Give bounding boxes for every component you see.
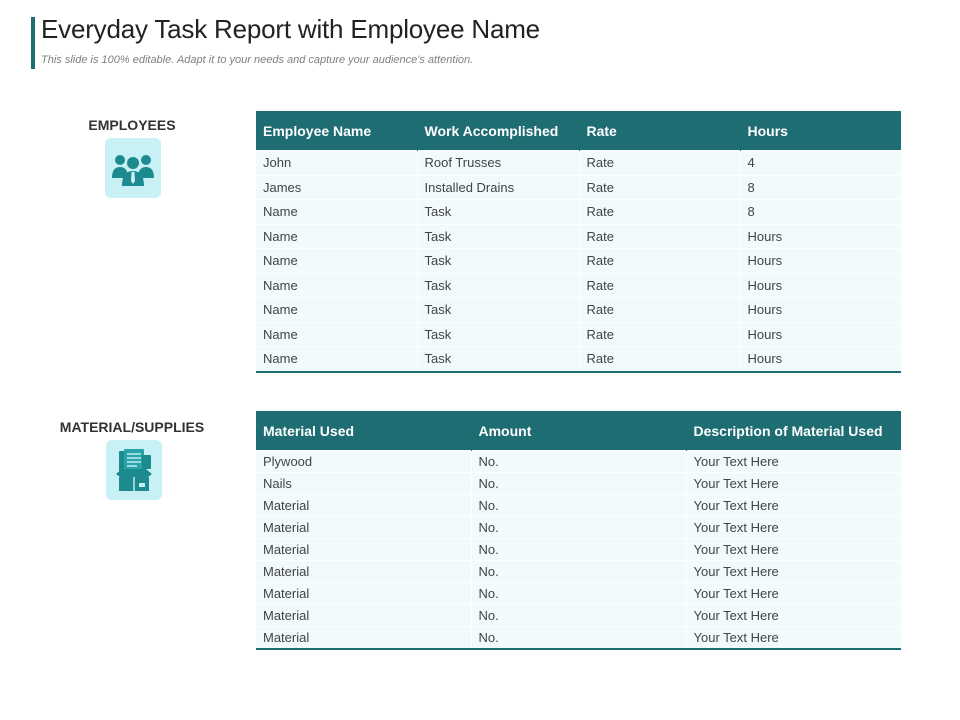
table-row bbox=[256, 151, 901, 176]
amount-cell: No. bbox=[471, 627, 686, 650]
rate-cell: Rate bbox=[579, 175, 740, 200]
material-table bbox=[256, 411, 901, 650]
materials-section-label: MATERIAL/SUPPLIES bbox=[59, 419, 205, 435]
employee-name-cell: Name bbox=[256, 224, 417, 249]
table-row bbox=[256, 539, 901, 561]
column-header-amount: Amount bbox=[471, 411, 686, 451]
material-cell: Material bbox=[256, 627, 471, 650]
employee-name-cell: Name bbox=[256, 273, 417, 298]
rate-cell: Rate bbox=[579, 298, 740, 323]
page-title: Everyday Task Report with Employee Name bbox=[41, 14, 540, 44]
material-cell: Plywood bbox=[256, 451, 471, 473]
work-accomplished-cell: Roof Trusses bbox=[417, 151, 579, 176]
description-cell: Your Text Here bbox=[686, 583, 901, 605]
employee-name-cell: James bbox=[256, 175, 417, 200]
table-row bbox=[256, 224, 901, 249]
work-accomplished-cell: Task bbox=[417, 249, 579, 274]
column-header-rate: Rate bbox=[579, 111, 740, 151]
table-row bbox=[256, 473, 901, 495]
hours-cell: 8 bbox=[740, 200, 901, 225]
work-accomplished-cell: Task bbox=[417, 347, 579, 372]
material-table-header bbox=[256, 411, 901, 451]
material-cell: Material bbox=[256, 517, 471, 539]
description-cell: Your Text Here bbox=[686, 561, 901, 583]
table-row bbox=[256, 605, 901, 627]
description-cell: Your Text Here bbox=[686, 495, 901, 517]
employee-name-cell: John bbox=[256, 151, 417, 176]
employee-name-cell: Name bbox=[256, 249, 417, 274]
material-cell: Material bbox=[256, 495, 471, 517]
table-row bbox=[256, 249, 901, 274]
rate-cell: Rate bbox=[579, 224, 740, 249]
work-accomplished-cell: Task bbox=[417, 273, 579, 298]
table-row bbox=[256, 175, 901, 200]
people-icon bbox=[105, 138, 161, 198]
table-row bbox=[256, 200, 901, 225]
table-row bbox=[256, 451, 901, 473]
amount-cell: No. bbox=[471, 451, 686, 473]
material-cell: Material bbox=[256, 539, 471, 561]
hours-cell: Hours bbox=[740, 322, 901, 347]
description-cell: Your Text Here bbox=[686, 451, 901, 473]
page-subtitle: This slide is 100% editable. Adapt it to your needs and capture your audience's attention. bbox=[41, 54, 474, 66]
amount-cell: No. bbox=[471, 517, 686, 539]
rate-cell: Rate bbox=[579, 151, 740, 176]
rate-cell: Rate bbox=[579, 347, 740, 372]
description-cell: Your Text Here bbox=[686, 473, 901, 495]
work-accomplished-cell: Task bbox=[417, 224, 579, 249]
hours-cell: 4 bbox=[740, 151, 901, 176]
hours-cell: Hours bbox=[740, 347, 901, 372]
material-cell: Material bbox=[256, 561, 471, 583]
employee-name-cell: Name bbox=[256, 298, 417, 323]
title-accent-bar bbox=[31, 17, 35, 69]
employee-name-cell: Name bbox=[256, 322, 417, 347]
amount-cell: No. bbox=[471, 539, 686, 561]
employee-table bbox=[256, 111, 901, 373]
material-cell: Material bbox=[256, 605, 471, 627]
description-cell: Your Text Here bbox=[686, 627, 901, 650]
column-header-work-accomplished: Work Accomplished bbox=[417, 111, 579, 151]
work-accomplished-cell: Task bbox=[417, 200, 579, 225]
employee-table-header bbox=[256, 111, 901, 151]
table-row bbox=[256, 347, 901, 372]
table-row bbox=[256, 298, 901, 323]
amount-cell: No. bbox=[471, 605, 686, 627]
description-cell: Your Text Here bbox=[686, 539, 901, 561]
column-header-hours: Hours bbox=[740, 111, 901, 151]
description-cell: Your Text Here bbox=[686, 517, 901, 539]
work-accomplished-cell: Task bbox=[417, 322, 579, 347]
table-row bbox=[256, 583, 901, 605]
table-row bbox=[256, 561, 901, 583]
column-header-description: Description of Material Used bbox=[686, 411, 901, 451]
amount-cell: No. bbox=[471, 473, 686, 495]
rate-cell: Rate bbox=[579, 273, 740, 298]
employee-name-cell: Name bbox=[256, 200, 417, 225]
table-row bbox=[256, 322, 901, 347]
description-cell: Your Text Here bbox=[686, 605, 901, 627]
table-row bbox=[256, 273, 901, 298]
material-cell: Material bbox=[256, 583, 471, 605]
rate-cell: Rate bbox=[579, 200, 740, 225]
amount-cell: No. bbox=[471, 561, 686, 583]
hours-cell: 8 bbox=[740, 175, 901, 200]
amount-cell: No. bbox=[471, 495, 686, 517]
column-header-material-used: Material Used bbox=[256, 411, 471, 451]
employees-section-label: EMPLOYEES bbox=[88, 117, 176, 133]
rate-cell: Rate bbox=[579, 249, 740, 274]
rate-cell: Rate bbox=[579, 322, 740, 347]
hours-cell: Hours bbox=[740, 249, 901, 274]
box-documents-icon bbox=[106, 440, 162, 500]
hours-cell: Hours bbox=[740, 224, 901, 249]
hours-cell: Hours bbox=[740, 273, 901, 298]
table-row bbox=[256, 627, 901, 650]
amount-cell: No. bbox=[471, 583, 686, 605]
table-row bbox=[256, 495, 901, 517]
work-accomplished-cell: Installed Drains bbox=[417, 175, 579, 200]
table-row bbox=[256, 517, 901, 539]
material-cell: Nails bbox=[256, 473, 471, 495]
employee-name-cell: Name bbox=[256, 347, 417, 372]
column-header-employee-name: Employee Name bbox=[256, 111, 417, 151]
hours-cell: Hours bbox=[740, 298, 901, 323]
work-accomplished-cell: Task bbox=[417, 298, 579, 323]
